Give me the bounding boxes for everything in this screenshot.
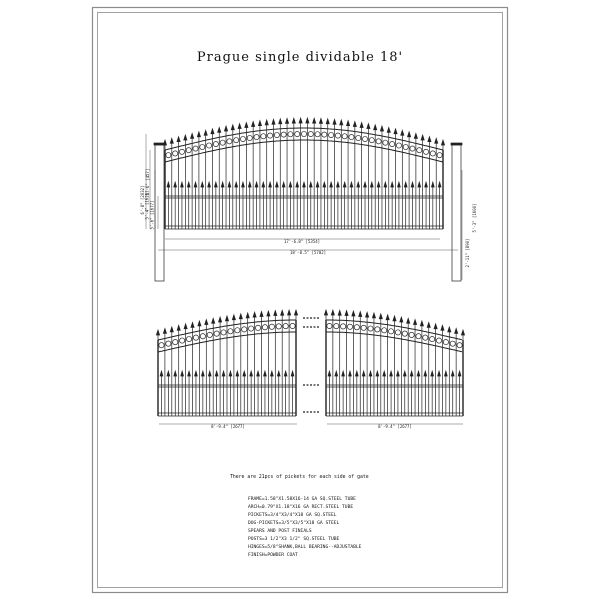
spear-finial xyxy=(265,120,268,125)
spear-finial xyxy=(288,310,291,315)
spear-finial xyxy=(224,126,227,131)
ring-ornament xyxy=(416,334,421,339)
spear-finial xyxy=(427,322,430,327)
dog-picket-spear xyxy=(228,182,231,187)
dog-picket-spear xyxy=(296,182,299,187)
spear-finial xyxy=(260,312,263,317)
dog-picket-spear xyxy=(303,182,306,187)
dog-picket-spear xyxy=(221,182,224,187)
spear-finial xyxy=(177,325,180,330)
dog-picket-spear xyxy=(404,182,407,187)
spec-line: POSTS=3 1/2"X3 1/2" SQ.STEEL TUBE xyxy=(248,537,340,542)
dog-picket-spear xyxy=(214,182,217,187)
lower-arch xyxy=(165,140,443,162)
ring-ornament xyxy=(369,138,374,143)
dog-picket-spear xyxy=(242,182,245,187)
dog-picket-spear xyxy=(277,371,280,376)
spear-finial xyxy=(345,311,348,316)
spear-finial xyxy=(279,119,282,124)
ring-ornament xyxy=(173,151,178,156)
spear-finial xyxy=(407,132,410,137)
ring-ornament xyxy=(430,336,435,341)
ring-ornament xyxy=(274,132,279,137)
spear-finial xyxy=(420,321,423,326)
post-cap xyxy=(451,143,462,145)
dog-picket-spear xyxy=(316,182,319,187)
ring-ornament xyxy=(335,133,340,138)
dog-picket-spear xyxy=(364,182,367,187)
spear-finial xyxy=(294,310,297,315)
ring-ornament xyxy=(281,132,286,137)
spec-line: DOG-PICKETS=3/5"X3/5"X18 GA STEEL xyxy=(248,521,340,526)
ring-ornament xyxy=(395,330,400,335)
dim-post-below: 2'-11" [890] xyxy=(465,238,470,268)
dim-d2: 5'-6" [1677] xyxy=(149,200,155,230)
dog-picket-spear xyxy=(438,182,441,187)
split-markers xyxy=(303,318,319,412)
ring-ornament xyxy=(214,331,219,336)
dog-picket-spear xyxy=(431,182,434,187)
ring-ornament xyxy=(159,343,164,348)
ring-ornament xyxy=(390,141,395,146)
dog-picket-spear xyxy=(362,371,365,376)
ring-ornament xyxy=(342,134,347,139)
dog-picket-spear xyxy=(282,182,285,187)
dog-picket-spear xyxy=(377,182,380,187)
spear-finial xyxy=(428,137,431,142)
ring-ornament xyxy=(269,324,274,329)
spear-finial xyxy=(379,314,382,319)
ring-ornament xyxy=(362,136,367,141)
spear-finial xyxy=(306,118,309,123)
ring-ornament xyxy=(242,327,247,332)
dog-picket-spear xyxy=(444,371,447,376)
spec-line: FINISH=POWDER COAT xyxy=(248,553,298,558)
spear-finial xyxy=(324,310,327,315)
ring-ornament xyxy=(402,331,407,336)
dog-picket-spear xyxy=(383,371,386,376)
spear-finial xyxy=(407,318,410,323)
dog-picket-spear xyxy=(208,371,211,376)
ring-ornament xyxy=(375,327,380,332)
ring-ornament xyxy=(388,329,393,334)
ring-ornament xyxy=(301,131,306,136)
spear-finial xyxy=(272,119,275,124)
dim-outer-width: 18'-8.5" [5702] xyxy=(289,250,327,255)
dog-picket-spear xyxy=(451,371,454,376)
ring-ornament xyxy=(361,325,366,330)
dim-d3: 1'-6" [457] xyxy=(145,168,150,196)
dog-picket-spear xyxy=(337,182,340,187)
ring-ornament xyxy=(261,134,266,139)
ring-ornament xyxy=(354,325,359,330)
spear-finial xyxy=(285,118,288,123)
spear-finial xyxy=(197,132,200,137)
spear-finial xyxy=(225,316,228,321)
spear-finial xyxy=(274,311,277,316)
spear-finial xyxy=(360,123,363,128)
spear-finial xyxy=(177,137,180,142)
spear-finial xyxy=(204,130,207,135)
spear-finial xyxy=(340,120,343,125)
dog-picket-spear xyxy=(431,371,434,376)
dog-picket-spear xyxy=(201,371,204,376)
ring-ornament xyxy=(376,139,381,144)
ring-ornament xyxy=(240,136,245,141)
spear-finial xyxy=(245,123,248,128)
spear-finial xyxy=(326,119,329,124)
spear-finial xyxy=(441,140,444,145)
dim-overall-height: 6'-8" [2032] xyxy=(140,185,145,215)
dog-picket-spear xyxy=(425,182,428,187)
dog-picket-spear xyxy=(181,371,184,376)
dim-side-height: 5'-3" [1600] xyxy=(472,203,477,233)
dog-picket-spear xyxy=(330,182,333,187)
left-gate-leaf xyxy=(156,310,297,416)
ring-ornament xyxy=(457,343,462,348)
dog-picket-spear xyxy=(309,182,312,187)
dog-picket-spear xyxy=(160,371,163,376)
dim-inner-width: 17'-6.8" [5354] xyxy=(283,239,321,244)
spear-finial xyxy=(238,124,241,129)
dog-picket-spear xyxy=(384,182,387,187)
dog-picket-spear xyxy=(343,182,346,187)
dog-picket-spear xyxy=(355,371,358,376)
spear-finial xyxy=(346,121,349,126)
ring-ornament xyxy=(382,328,387,333)
dog-picket-spear xyxy=(270,371,273,376)
ring-ornament xyxy=(254,135,259,140)
dog-picket-spear xyxy=(174,182,177,187)
dog-picket-spear xyxy=(418,182,421,187)
spear-finial xyxy=(281,310,284,315)
ring-ornament xyxy=(179,149,184,154)
spec-line: PICKETS=3/4"X3/4"X18 GA SQ.STEEL xyxy=(248,513,337,518)
dog-picket-spear xyxy=(257,371,260,376)
right-gate-leaf xyxy=(324,310,464,416)
dog-picket-spear xyxy=(255,182,258,187)
ring-ornament xyxy=(220,140,225,145)
spear-finial xyxy=(435,138,438,143)
ring-ornament xyxy=(221,330,226,335)
ring-ornament xyxy=(283,324,288,329)
dog-picket-spear xyxy=(370,182,373,187)
ring-ornament xyxy=(315,132,320,137)
dim-d1: 5'-4" [1626] xyxy=(144,190,150,220)
dog-picket-spear xyxy=(391,182,394,187)
dog-picket-spear xyxy=(349,371,352,376)
dog-picket-spear xyxy=(264,371,267,376)
ring-ornament xyxy=(423,149,428,154)
dog-picket-spear xyxy=(390,371,393,376)
spec-line: ARCH=0.79"X1.18"X16 GA RECT.STEEL TUBE xyxy=(248,505,354,510)
spear-finial xyxy=(441,325,444,330)
post xyxy=(452,145,461,281)
ring-ornament xyxy=(308,131,313,136)
spear-finial xyxy=(401,130,404,135)
dog-picket-spear xyxy=(403,371,406,376)
dog-picket-spear xyxy=(235,182,238,187)
ring-ornament xyxy=(450,341,455,346)
spec-line: FRAME=1.58"X1.58X16-14 GA SQ.STEEL TUBE xyxy=(248,497,356,502)
dog-picket-spear xyxy=(181,182,184,187)
ring-ornament xyxy=(295,131,300,136)
spear-finial xyxy=(333,119,336,124)
spear-finial xyxy=(163,328,166,333)
dog-picket-spear xyxy=(398,182,401,187)
spear-finial xyxy=(258,121,261,126)
dog-picket-spear xyxy=(357,182,360,187)
ring-ornament xyxy=(193,146,198,151)
ring-ornament xyxy=(347,324,352,329)
spear-finial xyxy=(359,312,362,317)
ring-ornament xyxy=(322,132,327,137)
ring-ornament xyxy=(247,135,252,140)
dog-picket-spear xyxy=(410,371,413,376)
dog-picket-spear xyxy=(376,371,379,376)
ring-ornament xyxy=(200,144,205,149)
spear-finial xyxy=(367,124,370,129)
dog-picket-spear xyxy=(262,182,265,187)
dog-picket-spear xyxy=(284,371,287,376)
spear-finial xyxy=(448,327,451,332)
ring-ornament xyxy=(206,143,211,148)
spear-finial xyxy=(421,135,424,140)
ring-ornament xyxy=(368,326,373,331)
ring-ornament xyxy=(334,324,339,329)
ring-ornament xyxy=(227,139,232,144)
dog-picket-spear xyxy=(424,371,427,376)
spear-finial xyxy=(163,140,166,145)
ring-ornament xyxy=(396,143,401,148)
ring-ornament xyxy=(410,146,415,151)
spear-finial xyxy=(292,118,295,123)
ring-ornament xyxy=(186,148,191,153)
spear-finial xyxy=(239,314,242,319)
spear-finial xyxy=(246,313,249,318)
dog-picket-spear xyxy=(167,371,170,376)
dog-picket-spear xyxy=(397,371,400,376)
dog-picket-spear xyxy=(201,182,204,187)
ring-ornament xyxy=(329,132,334,137)
spear-finial xyxy=(414,133,417,138)
dog-picket-spear xyxy=(342,371,345,376)
dimension-lines xyxy=(146,134,463,424)
spear-finial xyxy=(400,317,403,322)
spear-finial xyxy=(191,322,194,327)
dog-picket-spear xyxy=(323,182,326,187)
spear-finial xyxy=(191,133,194,138)
spear-finial xyxy=(198,321,201,326)
spear-finial xyxy=(393,316,396,321)
ring-ornament xyxy=(255,325,260,330)
spear-finial xyxy=(231,125,234,130)
ring-ornament xyxy=(341,324,346,329)
dog-picket-spear xyxy=(335,371,338,376)
ring-ornament xyxy=(186,336,191,341)
dim-leaf-left-width: 8'-9.4" [2677] xyxy=(211,424,245,429)
dog-picket-spear xyxy=(328,371,331,376)
dog-picket-spear xyxy=(417,371,420,376)
ring-ornament xyxy=(349,135,354,140)
spear-finial xyxy=(211,129,214,134)
spear-finial xyxy=(170,327,173,332)
dog-picket-spear xyxy=(222,371,225,376)
dog-picket-spear xyxy=(269,182,272,187)
spear-finial xyxy=(394,129,397,134)
spear-finial xyxy=(267,311,270,316)
spear-finial xyxy=(331,310,334,315)
ring-ornament xyxy=(383,140,388,145)
spear-finial xyxy=(156,330,159,335)
dog-picket-spear xyxy=(194,182,197,187)
ring-ornament xyxy=(443,339,448,344)
spear-finial xyxy=(253,312,256,317)
spear-finial xyxy=(184,324,187,329)
spear-finial xyxy=(353,122,356,127)
spear-finial xyxy=(374,125,377,130)
post xyxy=(155,145,164,281)
dog-picket-spear xyxy=(275,182,278,187)
ring-ornament xyxy=(436,338,441,343)
pickets-note: There are 21pcs of pickets for each side of gate xyxy=(230,475,369,480)
spear-finial xyxy=(252,122,255,127)
ring-ornament xyxy=(262,325,267,330)
dog-picket-spear xyxy=(350,182,353,187)
dog-picket-spear xyxy=(195,371,198,376)
dog-picket-spear xyxy=(243,371,246,376)
spear-finial xyxy=(413,320,416,325)
ring-ornament xyxy=(207,332,212,337)
spear-finial xyxy=(338,310,341,315)
ring-ornament xyxy=(430,151,435,156)
spear-finial xyxy=(184,135,187,140)
ring-ornament xyxy=(249,326,254,331)
ring-ornament xyxy=(193,335,198,340)
spear-finial xyxy=(313,118,316,123)
ring-ornament xyxy=(166,153,171,158)
spear-finial xyxy=(366,312,369,317)
dog-picket-spear xyxy=(188,371,191,376)
dog-picket-spear xyxy=(229,371,232,376)
ring-ornament xyxy=(417,148,422,153)
dog-picket-spear xyxy=(291,371,294,376)
ring-ornament xyxy=(409,332,414,337)
spear-finial xyxy=(455,328,458,333)
ring-ornament xyxy=(327,323,332,328)
dog-picket-spear xyxy=(187,182,190,187)
dog-picket-spear xyxy=(236,371,239,376)
ring-ornament xyxy=(290,323,295,328)
ring-ornament xyxy=(276,324,281,329)
ring-ornament xyxy=(234,138,239,143)
ring-ornament xyxy=(356,135,361,140)
dog-picket-spear xyxy=(174,371,177,376)
spear-finial xyxy=(205,320,208,325)
ring-ornament xyxy=(423,335,428,340)
spear-finial xyxy=(218,127,221,132)
ring-ornament xyxy=(437,153,442,158)
spear-finial xyxy=(434,324,437,329)
dog-picket-spear xyxy=(411,182,414,187)
ring-ornament xyxy=(403,144,408,149)
spec-line: SPEARS AND POST FINIALS xyxy=(248,529,312,534)
spear-finial xyxy=(232,315,235,320)
drawing-title: Prague single dividable 18' xyxy=(196,50,404,65)
ring-ornament xyxy=(180,338,185,343)
dog-picket-spear xyxy=(215,371,218,376)
dog-picket-spear xyxy=(250,371,253,376)
spear-finial xyxy=(219,317,222,322)
spec-line: HINGES=5/8"SHANK,BALL BEARING--ADJUSTABLE xyxy=(248,545,362,550)
ring-ornament xyxy=(235,328,240,333)
spear-finial xyxy=(387,127,390,132)
spear-finial xyxy=(372,313,375,318)
spear-finial xyxy=(212,318,215,323)
spear-finial xyxy=(299,118,302,123)
full-gate-elevation xyxy=(154,118,462,281)
dog-picket-spear xyxy=(289,182,292,187)
ring-ornament xyxy=(173,339,178,344)
dog-picket-spear xyxy=(167,182,170,187)
spear-finial xyxy=(386,315,389,320)
ring-ornament xyxy=(200,334,205,339)
spear-finial xyxy=(380,126,383,131)
dim-leaf-right-width: 8'-9.4" [2677] xyxy=(378,424,412,429)
spear-finial xyxy=(319,118,322,123)
dog-picket-spear xyxy=(438,371,441,376)
spear-finial xyxy=(170,138,173,143)
dog-picket-spear xyxy=(208,182,211,187)
ring-ornament xyxy=(228,329,233,334)
ring-ornament xyxy=(166,341,171,346)
ring-ornament xyxy=(213,141,218,146)
spear-finial xyxy=(461,330,464,335)
ring-ornament xyxy=(268,133,273,138)
ring-ornament xyxy=(288,132,293,137)
spear-finial xyxy=(352,311,355,316)
dog-picket-spear xyxy=(369,371,372,376)
dimension-labels xyxy=(140,169,477,429)
dog-picket-spear xyxy=(458,371,461,376)
dog-picket-spear xyxy=(248,182,251,187)
